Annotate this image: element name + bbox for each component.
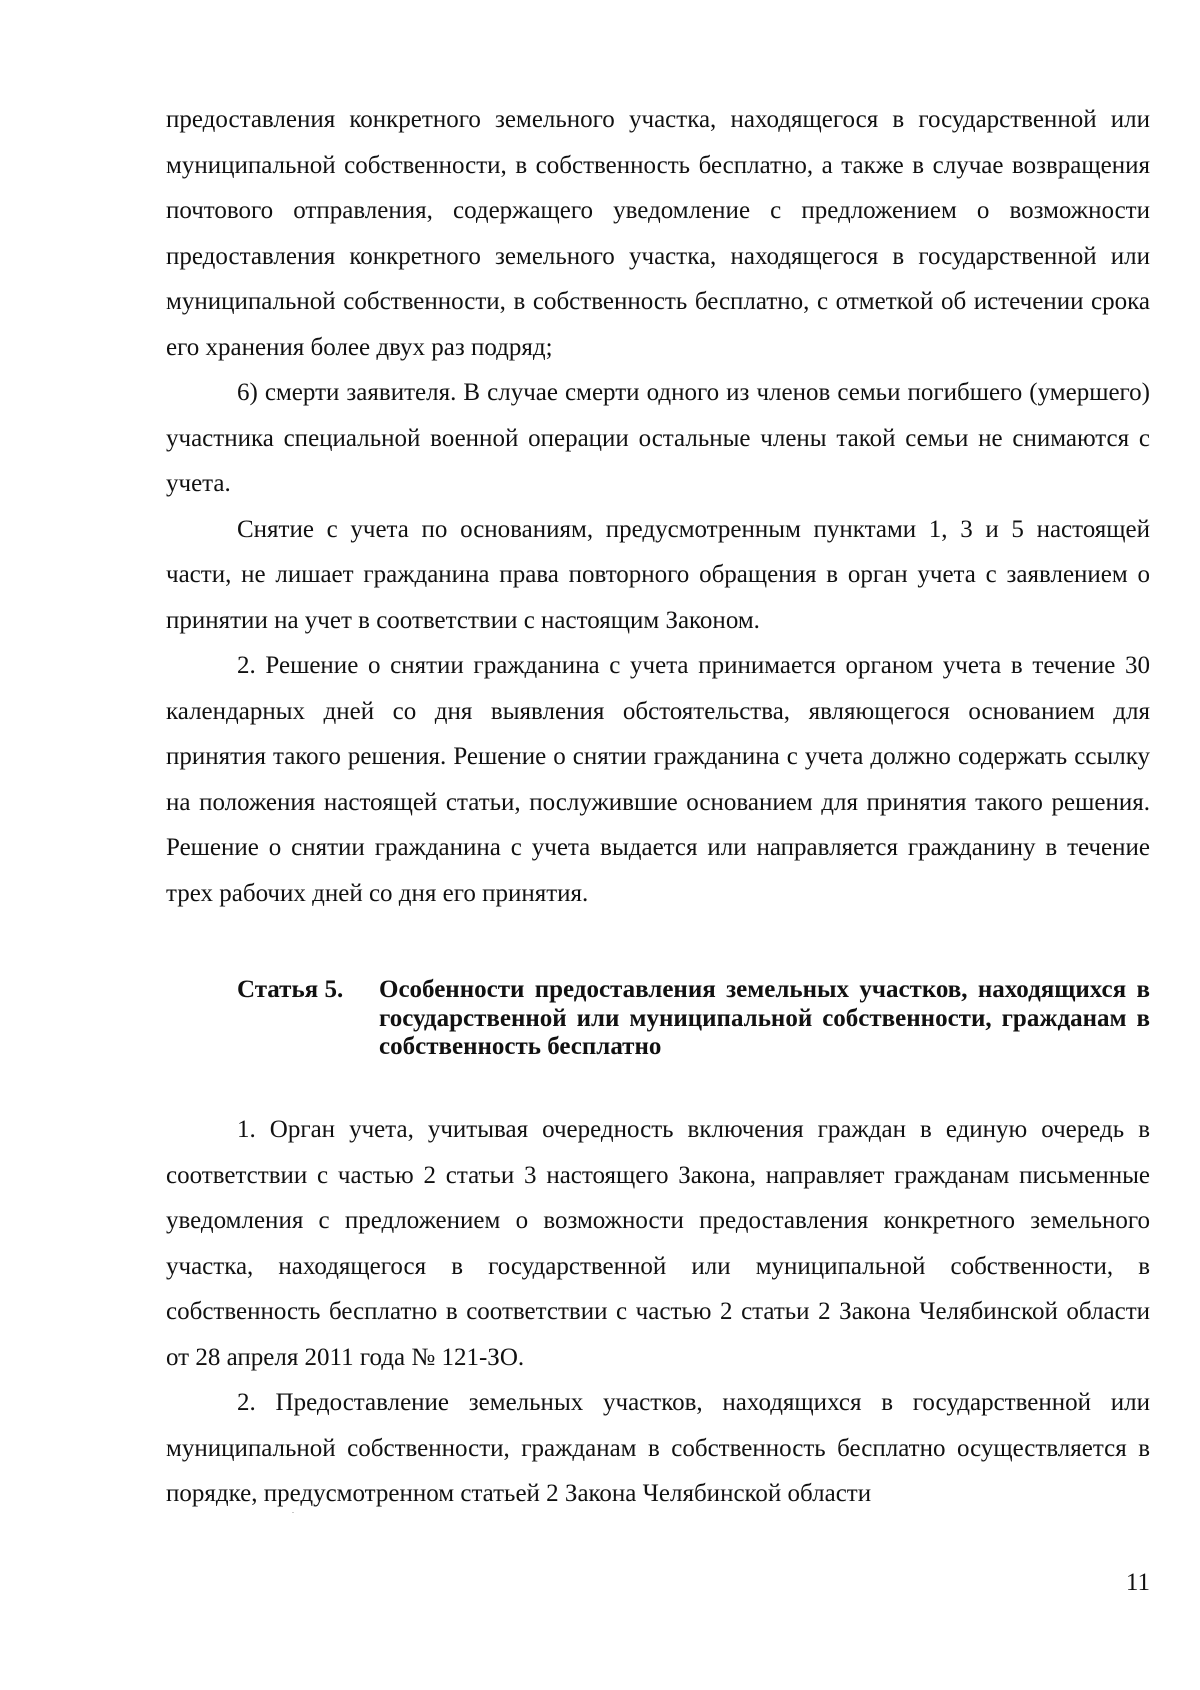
paragraph-continuation: предоставления конкретного земельного участка, находящегося в государственной или муниципальной собственности, в собственность бесплатно, а также в случае возвращения почтового отправления, содержащего уведомление с предложением о возможности предоставления конкретного земельного участка, находящегося в государственной или муниципальной собственности, в собственность бесплатно, с отметкой об истечении срока его хранения более двух раз подряд; bbox=[166, 106, 1150, 361]
scan-speck bbox=[292, 1512, 294, 1513]
article-heading bbox=[237, 976, 1150, 1062]
body-text-top bbox=[166, 97, 1150, 916]
paragraph-deregistration-note: Снятие с учета по основаниям, предусмотренным пунктами 1, 3 и 5 настоящей части, не лишает гражданина права повторного обращения в орган учета с заявлением о принятии на учет в соответствии с настоящим Законом. bbox=[166, 515, 1150, 634]
page-number: 11 bbox=[1125, 1569, 1150, 1596]
paragraph-article5-part-1: 1. Орган учета, учитывая очередность включения граждан в единую очередь в соответствии с частью 2 статьи 3 настоящего Закона, направляет гражданам письменные уведомления с предложением о возможности предоставления конкретного земельного участка, находящегося в государственной или муниципальной собственности, в собственность бесплатно в соответствии с частью 2 статьи 2 Закона Челябинской области от 28 апреля 2011 года № 121-ЗО. bbox=[166, 1116, 1150, 1371]
paragraph-article5-part-2: 2. Предоставление земельных участков, находящихся в государственной или муниципальной собственности, гражданам в собственность бесплатно осуществляется в порядке, предусмотренном статьей 2 Закона Челябинской области bbox=[166, 1389, 1150, 1507]
article-number: Статья 5. bbox=[237, 976, 344, 1003]
paragraph-item-6: 6) смерти заявителя. В случае смерти одного из членов семьи погибшего (умершего) участника специальной военной операции остальные члены такой семьи не снимаются с учета. bbox=[166, 379, 1150, 497]
body-text-bottom bbox=[166, 1107, 1150, 1517]
article-title: Особенности предоставления земельных участков, находящихся в государственной или муниципальной собственности, гражданам в собственность бесплатно bbox=[379, 976, 1150, 1060]
paragraph-part-2: 2. Решение о снятии гражданина с учета принимается органом учета в течение 30 календарных дней со дня выявления обстоятельства, являющегося основанием для принятия такого решения. Решение о снятии гражданина с учета должно содержать ссылку на положения настоящей статьи, послужившие основанием для принятия такого решения. Решение о снятии гражданина с учета выдается или направляется гражданину в течение трех рабочих дней со дня его принятия. bbox=[166, 652, 1150, 907]
